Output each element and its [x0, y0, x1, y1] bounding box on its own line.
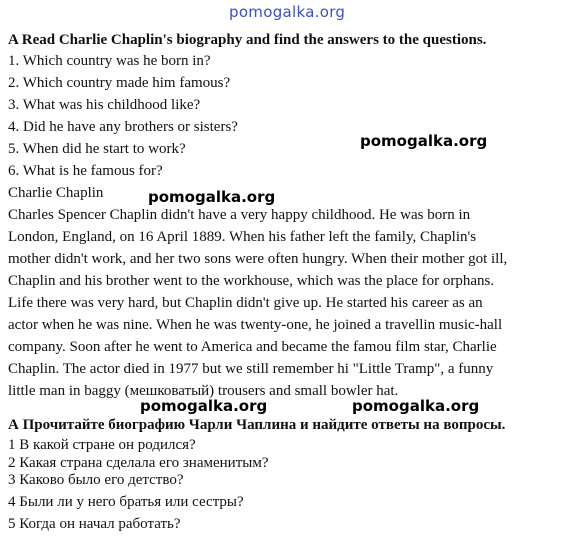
english-question-1: 1. Which country was he born in? [8, 53, 211, 69]
english-question-6: 6. What is he famous for? [8, 163, 163, 179]
watermark-top: pomogalka.org [229, 3, 346, 21]
text-line-2: London, England, on 16 April 1889. When his father left the family, Chaplin's [8, 229, 477, 245]
russian-question-3: 3 Каково было его детство? [8, 472, 184, 488]
watermark-mid-center: pomogalka.org [148, 188, 276, 206]
english-question-4: 4. Did he have any brothers or sisters? [8, 119, 238, 135]
text-line-5: Life there was very hard, but Chaplin didn't give up. He started his career as an [8, 295, 483, 311]
text-title: Charlie Chaplin [8, 185, 104, 201]
text-line-7: company. Soon after he went to America and became the famou film star, Charlie [8, 339, 497, 355]
english-question-3: 3. What was his childhood like? [8, 97, 201, 113]
russian-question-2: 2 Какая страна сделала его знаменитым? [8, 455, 269, 471]
text-line-1: Charles Spencer Chaplin didn't have a very happy childhood. He was born in [8, 207, 471, 223]
russian-question-1: 1 В какой стране он родился? [8, 437, 196, 453]
text-line-8: Chaplin. The actor died in 1977 but we still remember hi "Little Tramp", a funny [8, 361, 494, 377]
text-line-4: Chaplin and his brother went to the workhouse, which was the place for orphans. [8, 273, 495, 289]
english-question-2: 2. Which country made him famous? [8, 75, 231, 91]
watermark-bottom-right: pomogalka.org [352, 397, 480, 415]
watermark-bottom-left: pomogalka.org [140, 397, 268, 415]
russian-question-5: 5 Когда он начал работать? [8, 516, 181, 532]
text-line-6: actor when he was nine. When he was twenty-one, he joined a travellin music-hall [8, 317, 503, 333]
english-question-5: 5. When did he start to work? [8, 141, 186, 157]
russian-question-4: 4 Были ли у него братья или сестры? [8, 494, 244, 510]
watermark-mid-right: pomogalka.org [360, 132, 488, 150]
english-heading: A Read Charlie Chaplin's biography and find the answers to the questions. [8, 32, 487, 48]
text-line-3: mother didn't work, and her two sons were often hungry. When their mother got ill, [8, 251, 508, 267]
russian-heading: А Прочитайте биографию Чарли Чаплина и найдите ответы на вопросы. [8, 417, 506, 433]
text-line-9: little man in baggy (мешковатый) trousers and small bowler hat. [8, 383, 399, 399]
